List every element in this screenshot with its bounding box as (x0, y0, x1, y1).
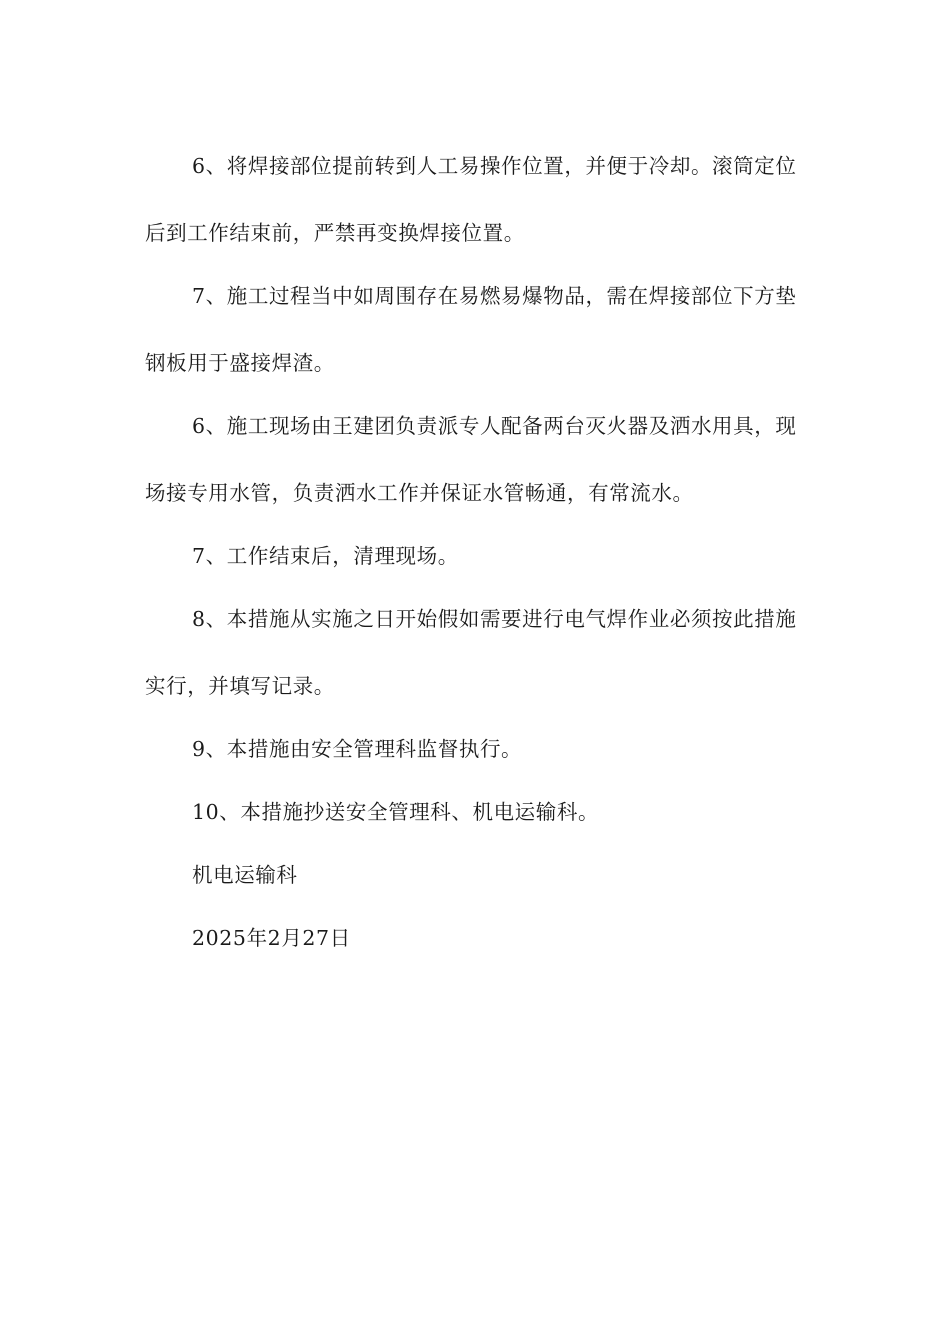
document-body (145, 133, 810, 972)
paragraph-item-6-positioning: 6、将焊接部位提前转到人工易操作位置，并便于冷却。滚筒定位后到工作结束前，严禁再变换焊接位置。 (145, 154, 797, 245)
paragraph-item-6-fire-equipment: 6、施工现场由王建团负责派专人配备两台灭火器及洒水用具，现场接专用水管，负责洒水工作并保证水管畅通，有常流水。 (145, 414, 797, 505)
paragraph-item-10-distribution: 10、本措施抄送安全管理科、机电运输科。 (192, 800, 600, 824)
signature-date: 2025年2月27日 (192, 926, 351, 950)
paragraph-item-7-cleanup: 7、工作结束后，清理现场。 (192, 544, 459, 568)
paragraph-item-7-flammables: 7、施工过程当中如周围存在易燃易爆物品，需在焊接部位下方垫钢板用于盛接焊渣。 (145, 284, 797, 375)
paragraph-item-8-implementation: 8、本措施从实施之日开始假如需要进行电气焊作业必须按此措施实行，并填写记录。 (145, 607, 797, 698)
paragraph-item-9-supervision: 9、本措施由安全管理科监督执行。 (192, 737, 523, 761)
signature-department: 机电运输科 (192, 863, 298, 887)
